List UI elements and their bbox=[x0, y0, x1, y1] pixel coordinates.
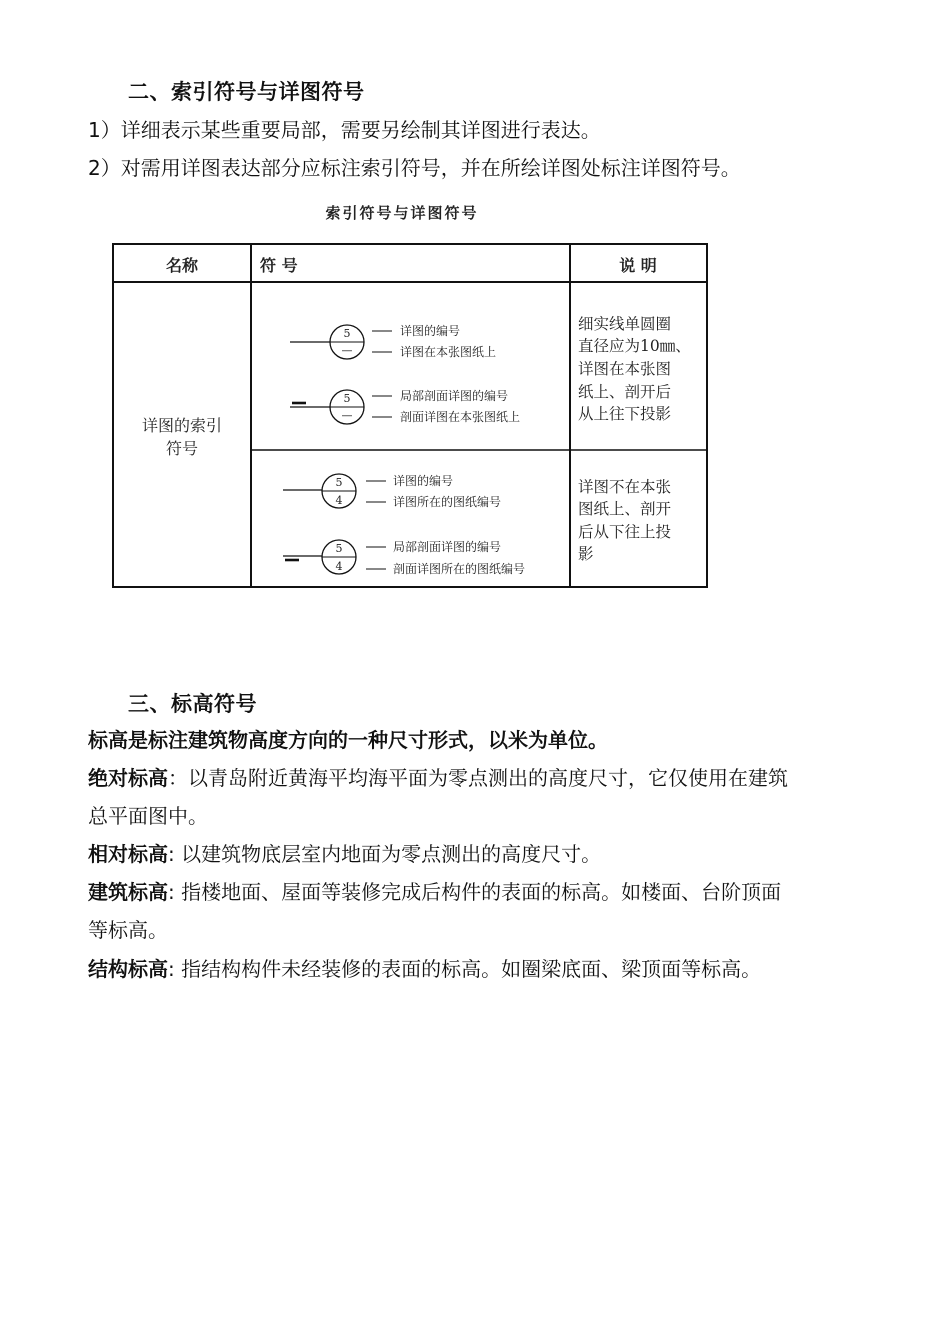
detail-number: 5 bbox=[335, 476, 343, 489]
term: 绝对标高 bbox=[88, 766, 168, 790]
definition-architectural bbox=[88, 876, 781, 905]
index-symbol-other-sheet bbox=[283, 473, 501, 509]
description-line: 后从下往上投 bbox=[578, 523, 672, 541]
description-line: 图纸上、剖开 bbox=[578, 500, 672, 518]
description-line: 影 bbox=[578, 545, 594, 563]
symbol-table-svg bbox=[110, 240, 710, 590]
row-label: 符号 bbox=[165, 439, 199, 458]
definition-text: ：以青岛附近黄海平均海平面为零点测出的高度尺寸，它仅使用在建筑 bbox=[168, 766, 788, 790]
description-1 bbox=[578, 315, 691, 423]
annotation-label: 局部剖面详图的编号 bbox=[400, 389, 509, 403]
section-heading: 三、标高符号 bbox=[128, 692, 257, 716]
sheet-dash: — bbox=[341, 409, 353, 422]
annotation-label: 局部剖面详图的编号 bbox=[393, 540, 502, 554]
description-2 bbox=[578, 478, 672, 563]
description-line: 详图不在本张 bbox=[578, 478, 672, 496]
annotation-label: 详图在本张图纸上 bbox=[400, 345, 497, 359]
description-line: 细实线单圆圈 bbox=[578, 315, 672, 333]
list-item: 2）对需用详图表达部分应标注索引符号，并在所绘详图处标注详图符号。 bbox=[88, 156, 741, 180]
detail-number: 5 bbox=[343, 327, 351, 340]
description-line: 直径应为10㎜、 bbox=[578, 337, 691, 355]
row-label: 详图的索引 bbox=[141, 416, 223, 435]
annotation-label: 剖面详图在本张图纸上 bbox=[400, 410, 521, 424]
detail-number: 5 bbox=[335, 542, 343, 555]
definition-text: : 以建筑物底层室内地面为零点测出的高度尺寸。 bbox=[168, 842, 602, 866]
term: 结构标高 bbox=[88, 957, 168, 981]
section-index-symbol-same-sheet bbox=[290, 388, 520, 424]
description-line: 纸上、剖开后 bbox=[578, 383, 672, 401]
annotation-label: 详图的编号 bbox=[400, 324, 461, 338]
table-title: 索引符号与详图符号 bbox=[325, 204, 479, 222]
index-symbol-same-sheet bbox=[290, 323, 496, 359]
definition-text: : 指结构构件未经装修的表面的标高。如圈梁底面、梁顶面等标高。 bbox=[168, 957, 762, 981]
description-line: 详图在本张图 bbox=[578, 360, 672, 378]
definition-text: : 指楼地面、屋面等装修完成后构件的表面的标高。如楼面、台阶顶面 bbox=[168, 880, 782, 904]
annotation-label: 详图所在的图纸编号 bbox=[393, 495, 502, 509]
section-index-symbol-other-sheet bbox=[283, 539, 525, 576]
definition-absolute bbox=[88, 762, 788, 791]
annotation-label: 详图的编号 bbox=[393, 474, 454, 488]
definition-relative bbox=[88, 838, 601, 867]
term: 相对标高 bbox=[88, 842, 168, 866]
definition-continuation: 总平面图中。 bbox=[88, 804, 208, 828]
section-heading: 二、索引符号与详图符号 bbox=[128, 80, 365, 104]
sheet-dash: — bbox=[341, 344, 353, 357]
term: 建筑标高 bbox=[88, 880, 168, 904]
sheet-number: 4 bbox=[335, 560, 343, 573]
header-description: 说 明 bbox=[619, 256, 657, 275]
definition-structural bbox=[88, 953, 761, 982]
description-line: 从上往下投影 bbox=[578, 405, 672, 423]
sheet-number: 4 bbox=[335, 494, 343, 507]
definition-continuation: 等标高。 bbox=[88, 918, 168, 942]
header-symbol: 符 号 bbox=[260, 256, 298, 275]
header-name: 名称 bbox=[165, 256, 199, 275]
detail-number: 5 bbox=[343, 392, 351, 405]
symbol-table-figure bbox=[110, 240, 710, 590]
intro-text: 标高是标注建筑物高度方向的一种尺寸形式，以米为单位。 bbox=[88, 728, 608, 752]
list-item: 1）详细表示某些重要局部，需要另绘制其详图进行表达。 bbox=[88, 118, 601, 142]
annotation-label: 剖面详图所在的图纸编号 bbox=[393, 562, 526, 576]
